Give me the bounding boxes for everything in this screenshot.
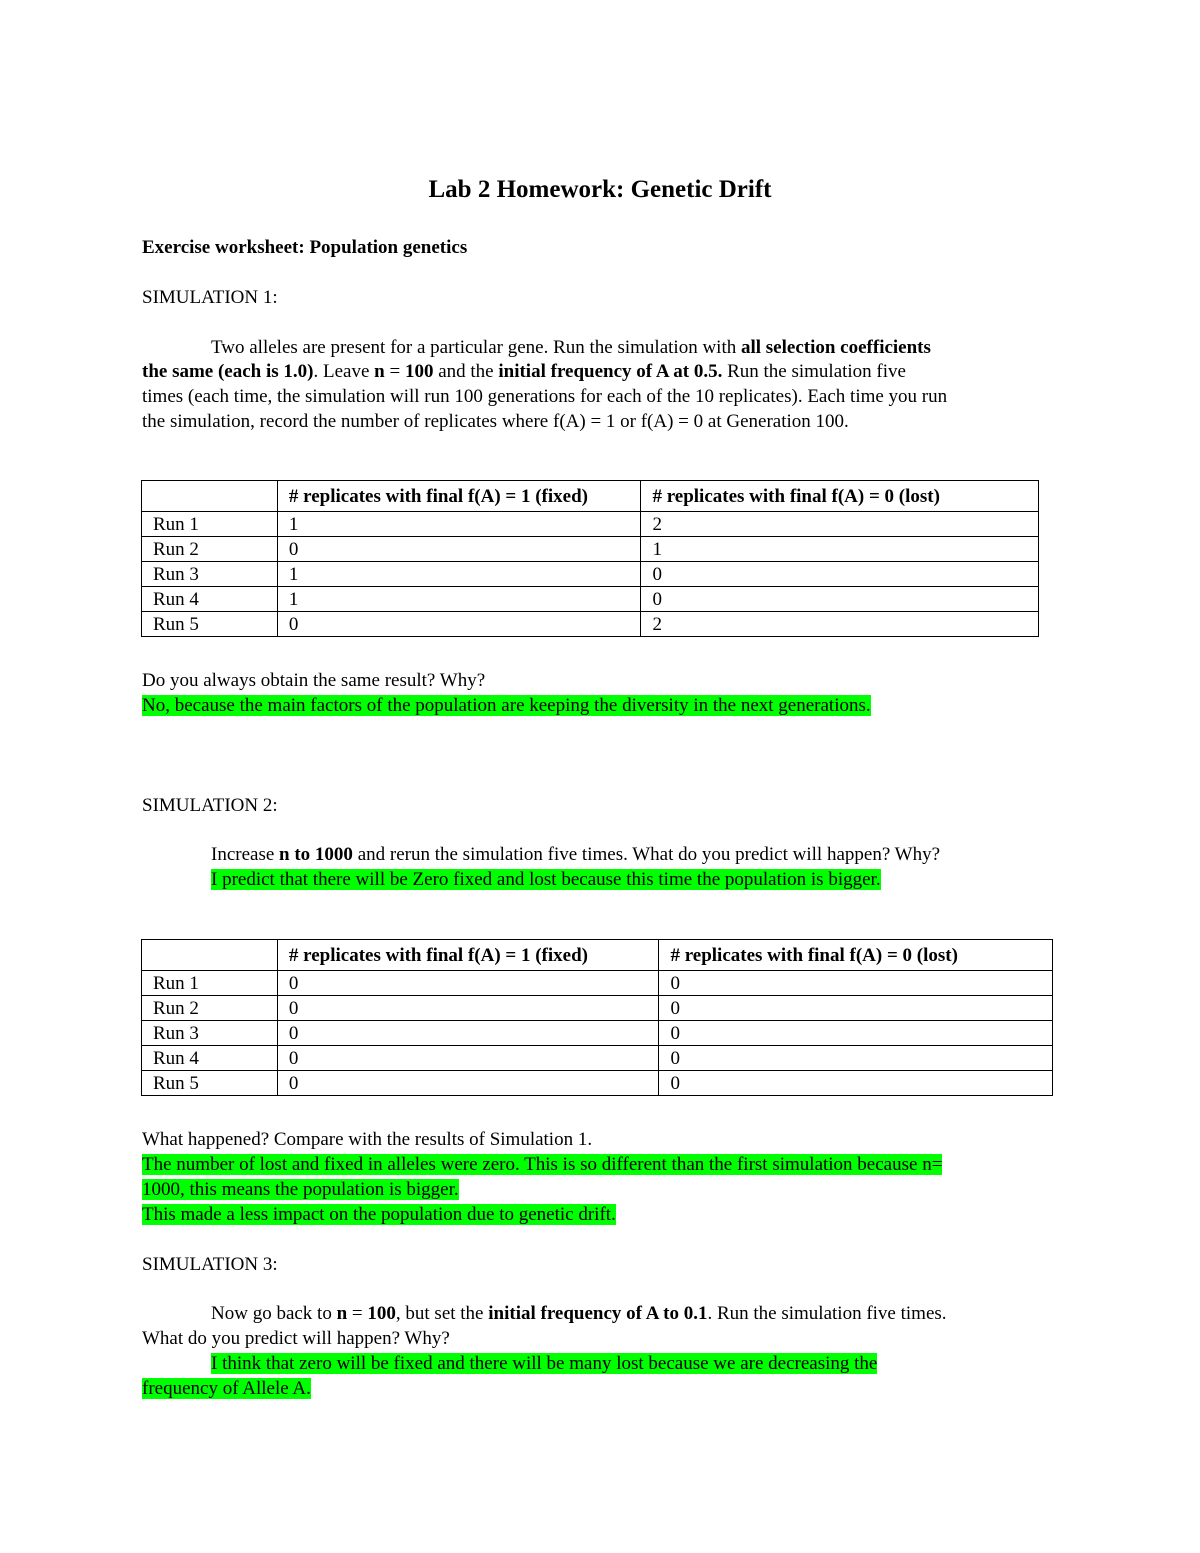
col-header-fixed: # replicates with final f(A) = 1 (fixed) [277,481,641,512]
sim1-question: Do you always obtain the same result? Why? [142,670,486,691]
row-label: Run 1 [142,971,278,996]
fixed-cell: 0 [277,1046,659,1071]
sim2-answer-line1: The number of lost and fixed in alleles were zero. This is so different than the first simulation because n= [142,1154,943,1175]
fixed-cell: 0 [277,537,641,562]
table-header-row [142,940,1053,971]
sim1-results-table [141,480,1039,637]
sim3-answer-line1: I think that zero will be fixed and there will be many lost because we are decreasing the [211,1353,878,1374]
fixed-cell: 0 [277,996,659,1021]
sim1-instruction-line2: the same (each is 1.0). Leave n = 100 and the initial frequency of A at 0.5. Run the simulation five [142,361,906,382]
lost-cell: 0 [641,587,1039,612]
sim2-prediction: I predict that there will be Zero fixed and lost because this time the population is bigger. [211,869,881,890]
sim2-results-table [141,939,1053,1096]
lost-cell: 0 [641,562,1039,587]
sim1-heading: SIMULATION 1: [142,287,278,308]
sim2-answer-line2: 1000, this means the population is bigger. [142,1179,459,1200]
table-row [142,587,1039,612]
sim3-question-line1: Now go back to n = 100, but set the initial frequency of A to 0.1. Run the simulation five times. [211,1303,947,1324]
fixed-cell: 0 [277,1021,659,1046]
table-row [142,512,1039,537]
lost-cell: 2 [641,512,1039,537]
col-header-fixed: # replicates with final f(A) = 1 (fixed) [277,940,659,971]
sim2-heading: SIMULATION 2: [142,795,278,816]
sim2-question-compare: What happened? Compare with the results of Simulation 1. [142,1129,593,1150]
page-title: Lab 2 Homework: Genetic Drift [428,176,772,203]
sim1-instruction-line1: Two alleles are present for a particular gene. Run the simulation with all selection coefficients [211,337,931,358]
table-row [142,1071,1053,1096]
table-row [142,971,1053,996]
sim1-instruction-line4: the simulation, record the number of replicates where f(A) = 1 or f(A) = 0 at Generation 100. [142,411,849,432]
row-label: Run 3 [142,1021,278,1046]
lost-cell: 0 [659,1046,1053,1071]
sim2-answer-line3: This made a less impact on the population due to genetic drift. [142,1204,616,1225]
sim1-answer: No, because the main factors of the population are keeping the diversity in the next generations. [142,695,871,716]
lost-cell: 2 [641,612,1039,637]
row-label: Run 1 [142,512,278,537]
row-label: Run 4 [142,1046,278,1071]
fixed-cell: 1 [277,587,641,612]
fixed-cell: 0 [277,971,659,996]
row-label: Run 5 [142,1071,278,1096]
fixed-cell: 0 [277,1071,659,1096]
table-row [142,562,1039,587]
lost-cell: 0 [659,971,1053,996]
table-header-row [142,481,1039,512]
sim3-question-line2: What do you predict will happen? Why? [142,1328,450,1349]
lost-cell: 1 [641,537,1039,562]
table-row [142,1021,1053,1046]
fixed-cell: 0 [277,612,641,637]
col-header-lost: # replicates with final f(A) = 0 (lost) [659,940,1053,971]
lost-cell: 0 [659,1021,1053,1046]
row-label: Run 2 [142,996,278,1021]
row-label: Run 4 [142,587,278,612]
worksheet-subtitle: Exercise worksheet: Population genetics [142,237,468,258]
row-label: Run 2 [142,537,278,562]
sim1-instruction-line3: times (each time, the simulation will run 100 generations for each of the 10 replicates). Each time you run [142,386,948,407]
fixed-cell: 1 [277,562,641,587]
table-row [142,612,1039,637]
table-row [142,996,1053,1021]
sim3-answer-line2: frequency of Allele A. [142,1378,311,1399]
fixed-cell: 1 [277,512,641,537]
table-corner-cell [142,481,278,512]
table-row [142,537,1039,562]
lost-cell: 0 [659,996,1053,1021]
row-label: Run 3 [142,562,278,587]
table-row [142,1046,1053,1071]
col-header-lost: # replicates with final f(A) = 0 (lost) [641,481,1039,512]
row-label: Run 5 [142,612,278,637]
sim2-question: Increase n to 1000 and rerun the simulation five times. What do you predict will happen? Why? [211,844,941,865]
sim3-heading: SIMULATION 3: [142,1254,278,1275]
table-corner-cell [142,940,278,971]
lost-cell: 0 [659,1071,1053,1096]
